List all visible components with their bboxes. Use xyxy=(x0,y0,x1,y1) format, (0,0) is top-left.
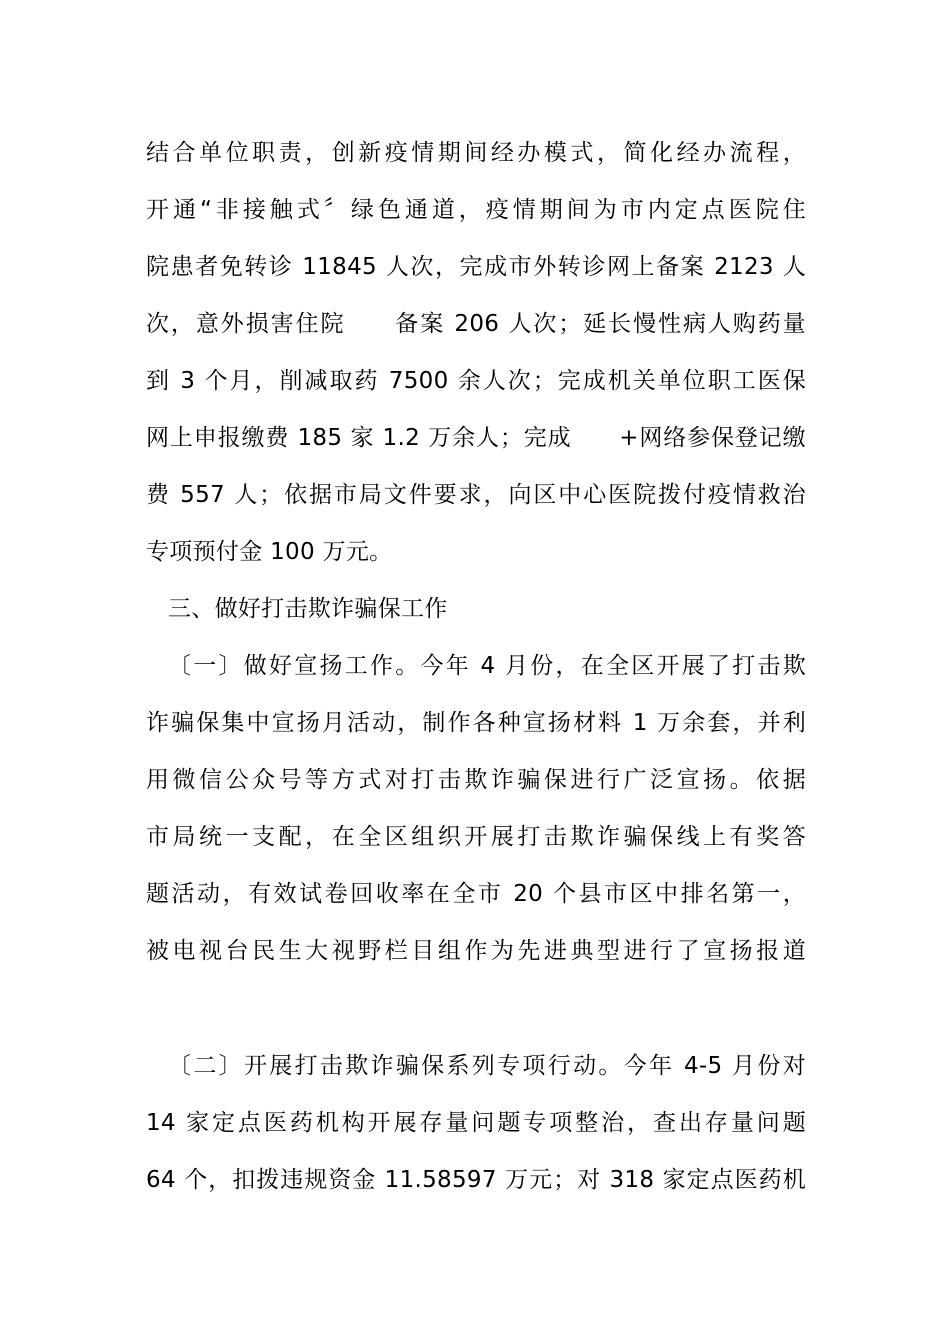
paragraph-1-line-5: 到 3 个月，削减取药 7500 余人次；完成机关单位职工医保 xyxy=(146,368,806,394)
paragraph-2-line-3: 用微信公众号等方式对打击欺诈骗保进行广泛宣扬。依据 xyxy=(146,767,806,793)
paragraph-3-line-1: 〔二〕开展打击欺诈骗保系列专项行动。今年 4-5 月份对 xyxy=(168,1053,806,1079)
paragraph-1-line-8: 专项预付金 100 万元。 xyxy=(146,539,393,565)
paragraph-2-line-1: 〔一〕做好宣扬工作。今年 4 月份，在全区开展了打击欺 xyxy=(168,653,806,679)
paragraph-1-line-1: 结合单位职责，创新疫情期间经办模式，简化经办流程， xyxy=(146,140,806,166)
paragraph-2-line-2: 诈骗保集中宣扬月活动，制作各种宣扬材料 1 万余套，并利 xyxy=(146,710,806,736)
paragraph-2-line-6: 被电视台民生大视野栏目组作为先进典型进行了宣扬报道 xyxy=(146,938,806,964)
paragraph-2-line-5: 题活动，有效试卷回收率在全市 20 个县市区中排名第一， xyxy=(146,881,806,907)
paragraph-1-line-4: 次，意外损害住院 备案 206 人次；延长慢性病人购药量 xyxy=(146,311,806,337)
paragraph-2-line-4: 市局统一支配，在全区组织开展打击欺诈骗保线上有奖答 xyxy=(146,824,806,850)
paragraph-1-line-6: 网上申报缴费 185 家 1.2 万余人；完成 +网络参保登记缴 xyxy=(146,425,806,451)
paragraph-1-line-2: 开通“非接触式〞绿色通道，疫情期间为市内定点医院住 xyxy=(146,197,806,223)
paragraph-1-line-3: 院患者免转诊 11845 人次，完成市外转诊网上备案 2123 人 xyxy=(146,254,806,280)
paragraph-3-line-2: 14 家定点医药机构开展存量问题专项整治，查出存量问题 xyxy=(146,1110,806,1136)
paragraph-1-line-7: 费 557 人；依据市局文件要求，向区中心医院拨付疫情救治 xyxy=(146,482,806,508)
section-heading: 三、做好打击欺诈骗保工作 xyxy=(168,596,448,622)
paragraph-3-line-3: 64 个，扣拨违规资金 11.58597 万元；对 318 家定点医药机 xyxy=(146,1167,806,1193)
